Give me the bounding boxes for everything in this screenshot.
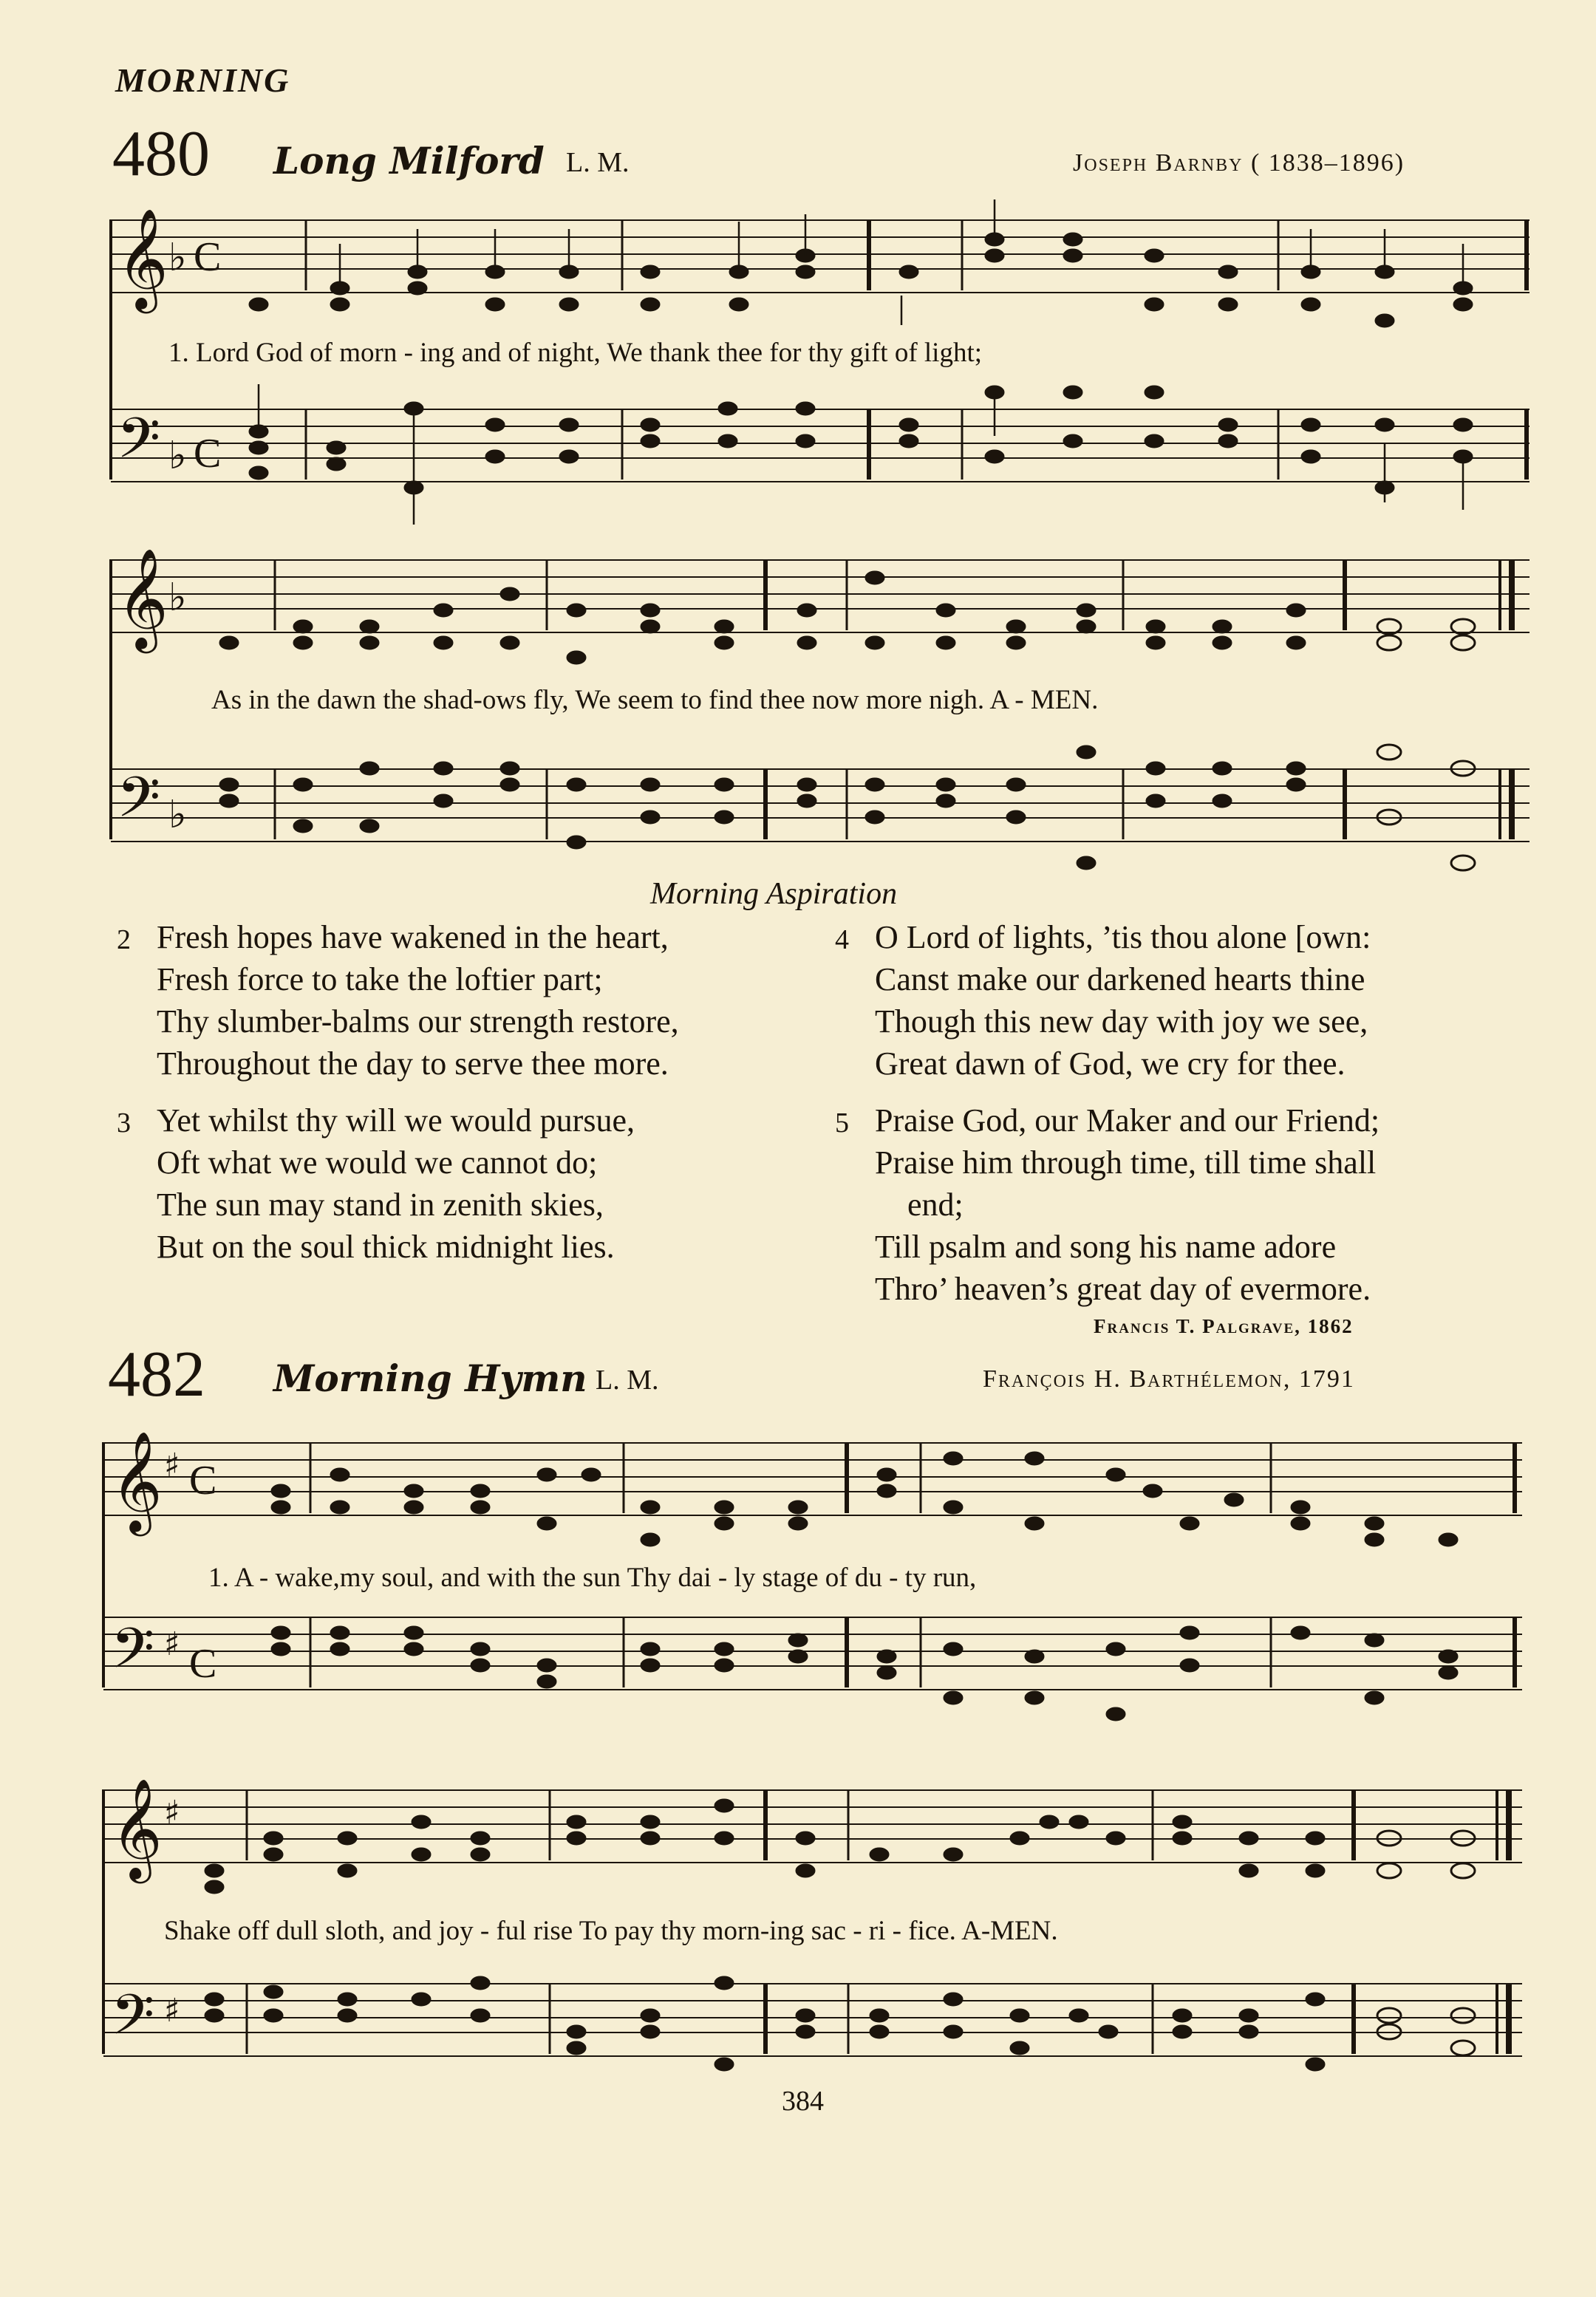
- svg-text:♯: ♯: [164, 1992, 180, 2030]
- hymn-482-lyrics-line2: Shake off dull sloth, and joy - ful rise To pay thy morn-ing sac - ri - fice. A-MEN.: [164, 1916, 1058, 1946]
- hymn-480-meter: L. M.: [566, 147, 630, 178]
- svg-text:♯: ♯: [164, 1794, 180, 1832]
- hymn-482-number: 482: [108, 1339, 205, 1410]
- stanza-number: 4: [835, 924, 849, 955]
- svg-text:𝄞: 𝄞: [117, 547, 168, 649]
- svg-text:𝄢: 𝄢: [111, 1616, 155, 1695]
- hymn-480-composer: Joseph Barnby ( 1838–1896): [1073, 149, 1405, 177]
- svg-text:𝄞: 𝄞: [117, 207, 168, 309]
- svg-text:𝄢: 𝄢: [117, 765, 161, 844]
- svg-text:♭: ♭: [168, 793, 187, 837]
- svg-text:♭: ♭: [168, 434, 187, 478]
- svg-text:♯: ♯: [164, 1447, 180, 1484]
- hymn-482-lyrics-line1: 1. A - wake,my soul, and with the sun Thy dai - ly stage of du - ty run,: [208, 1563, 977, 1593]
- svg-text:𝄞: 𝄞: [111, 1430, 163, 1532]
- hymn-480-number: 480: [112, 118, 210, 190]
- svg-text:♯: ♯: [164, 1625, 180, 1663]
- hymn-480-notation: [0, 0, 1596, 931]
- section-title: MORNING: [115, 61, 290, 99]
- stanza-text: Praise God, our Maker and our Friend; Praise him through time, till time shall end; Till psalm and song his name adore Thro’ heaven’s great day of evermore.: [875, 1102, 1380, 1307]
- page-number: 384: [782, 2086, 824, 2117]
- hymn-480-tune: Long Milford: [273, 139, 545, 182]
- hymn-482-tune: Morning Hymn: [273, 1356, 587, 1400]
- svg-text:♭: ♭: [168, 236, 187, 280]
- hymn-480-lyrics-line1: 1. Lord God of morn - ing and of night, We thank thee for thy gift of light;: [168, 338, 983, 368]
- stanza-text: Yet whilst thy will we would pursue, Oft what we would we cannot do; The sun may stand in zenith skies, But on the soul thick midnight lies.: [157, 1102, 635, 1265]
- svg-text:C: C: [189, 1641, 217, 1687]
- stanza-text: Fresh hopes have wakened in the heart, Fresh force to take the loftier part; Thy slumber-balms our strength restore, Throughout the day to serve thee more.: [157, 919, 679, 1082]
- svg-text:C: C: [189, 1458, 217, 1504]
- svg-text:C: C: [194, 234, 222, 280]
- stanza-number: 2: [117, 924, 131, 955]
- hymn-480-lyrics-line2: As in the dawn the shad-ows fly, We seem to find thee now more nigh. A - MEN.: [211, 685, 1099, 715]
- stanza-text: O Lord of lights, ’tis thou alone [own: Canst make our darkened hearts thine Though this new day with joy we see, Great dawn of God, we cry for thee.: [875, 919, 1371, 1082]
- hymn-480-subtitle: Morning Aspiration: [650, 877, 898, 911]
- svg-text:𝄢: 𝄢: [117, 406, 161, 485]
- hymn-482-notation: [0, 1330, 1596, 2098]
- svg-text:C: C: [194, 431, 222, 477]
- stanza-number: 3: [117, 1107, 131, 1139]
- hymn-482-composer: François H. Barthélemon, 1791: [983, 1365, 1355, 1393]
- svg-text:𝄞: 𝄞: [111, 1777, 163, 1879]
- svg-text:𝄢: 𝄢: [111, 1982, 155, 2061]
- hymn-480-credit: Francis T. Palgrave, 1862: [1094, 1315, 1354, 1337]
- stanza-number: 5: [835, 1107, 849, 1139]
- hymn-482-meter: L. M.: [596, 1365, 659, 1396]
- svg-text:♭: ♭: [168, 576, 187, 620]
